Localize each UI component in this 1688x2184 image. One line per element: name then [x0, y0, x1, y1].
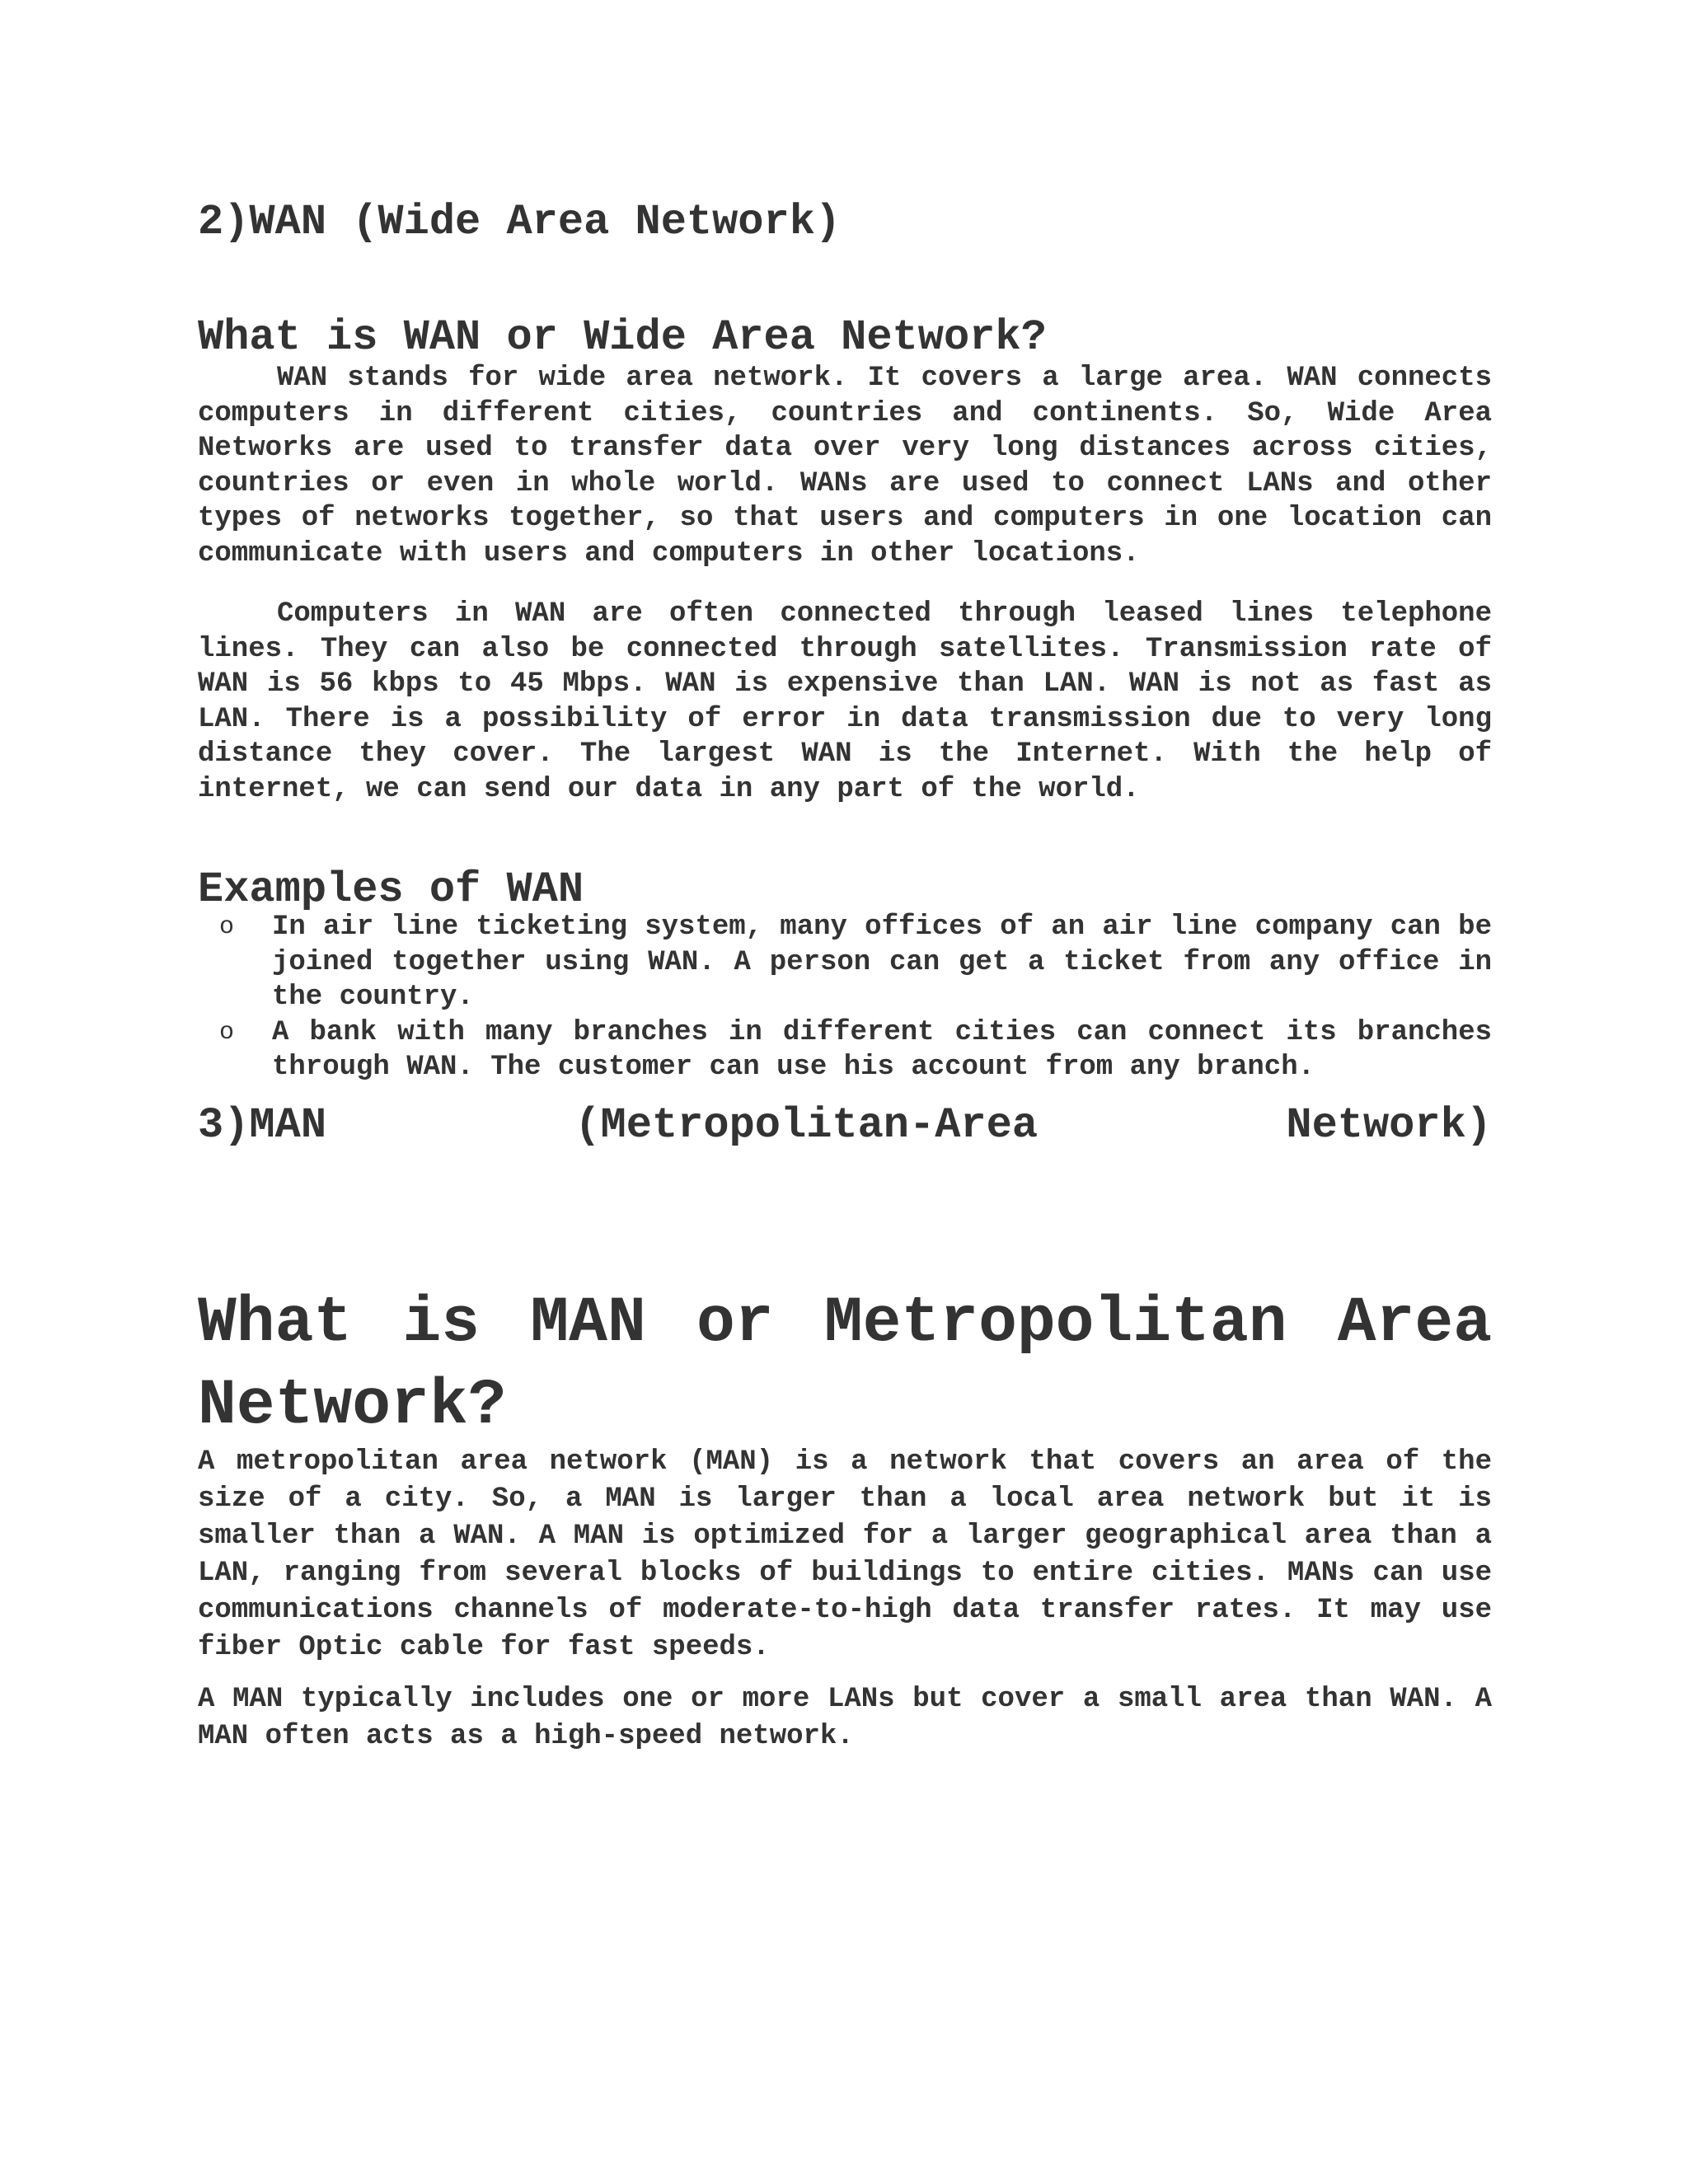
man-paragraph-2: A MAN typically includes one or more LANs but cover a small area than WAN. A MAN often acts as a high-speed network.	[198, 1684, 1492, 1752]
wan-examples-heading: Examples of WAN	[198, 865, 584, 914]
man-section-title	[198, 1099, 1492, 1152]
list-item	[198, 1015, 1492, 1085]
wan-paragraph-1: WAN stands for wide area network. It covers a large area. WAN connects computers in different cities, countries and continents. So, Wide Area Networks are used to transfer data over very long distances across cities, countries or even in whole world. WANs are used to connect LANs and other types of networks together, so that users and computers in one location can communicate with users and computers in other locations.	[198, 363, 1492, 569]
wan-question-heading: What is WAN or Wide Area Network?	[198, 313, 1047, 362]
example-text: In air line ticketing system, many offices of an air line company can be joined together using WAN. A person can get a ticket from any office in the country.	[272, 912, 1492, 1013]
example-text: A bank with many branches in different cities can connect its branches through WAN. The customer can use his account from any branch.	[272, 1016, 1492, 1083]
bullet-icon: o	[219, 1018, 235, 1047]
man-title-part: 3)MAN	[198, 1101, 327, 1150]
wan-examples-list	[198, 910, 1492, 1085]
man-paragraph-1: A metropolitan area network (MAN) is a network that covers an area of the size of a city. So, a MAN is larger than a local area network but it is smaller than a WAN. A MAN is optimized for a larger geographical area than a LAN, ranging from several blocks of buildings to entire cities. MANs can use communications channels of moderate-to-high data transfer rates. It may use fiber Optic cable for fast speeds.	[198, 1446, 1492, 1663]
wan-section-title: 2)WAN (Wide Area Network)	[198, 198, 842, 246]
list-item	[198, 910, 1492, 1015]
man-title-part: (Metropolitan-Area	[574, 1101, 1039, 1150]
man-question-heading: What is MAN or Metropolitan Area Network?	[198, 1287, 1492, 1442]
man-title-part: Network)	[1286, 1101, 1492, 1150]
bullet-icon: o	[219, 913, 235, 941]
wan-paragraph-2: Computers in WAN are often connected through leased lines telephone lines. They can also be connected through satellites. Transmission rate of WAN is 56 kbps to 45 Mbps. WAN is expensive than LAN. WAN is not as fast as LAN. There is a possibility of error in data transmission due to very long distance they cover. The largest WAN is the Internet. With the help of internet, we can send our data in any part of the world.	[198, 598, 1492, 805]
